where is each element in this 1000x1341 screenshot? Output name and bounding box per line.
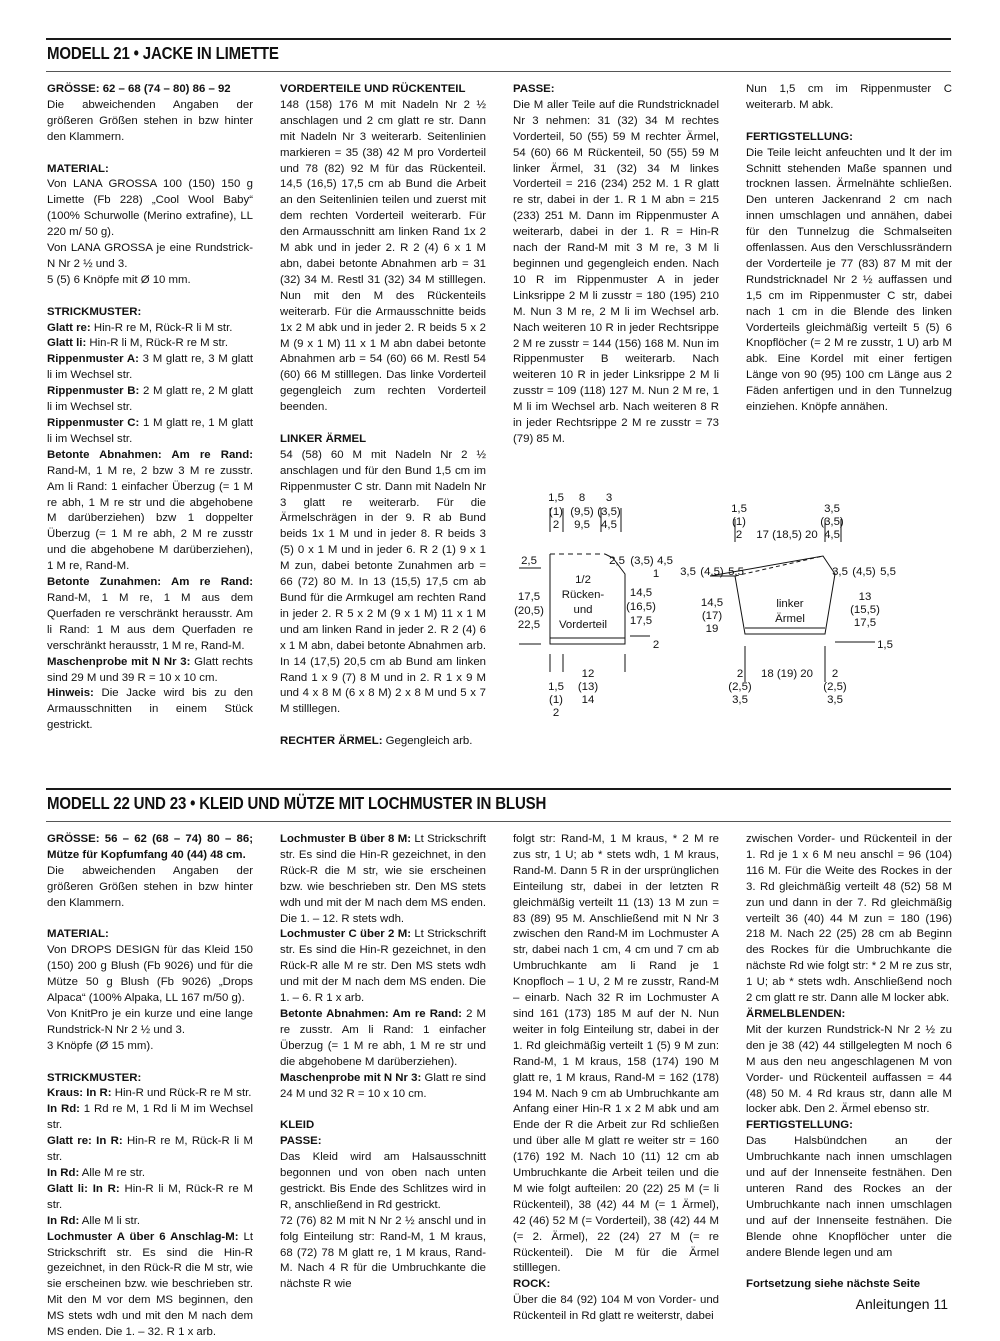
- s-cap-left-c: 5,5: [728, 566, 744, 578]
- s-bottom-right-a: 2: [831, 668, 839, 680]
- section2-top-rule: [46, 788, 951, 790]
- b-shoulder-d: 1: [652, 568, 660, 580]
- paragraph: [280, 1007, 486, 1071]
- s-left-c: 19: [705, 623, 719, 635]
- paragraph-text: 54 (58) 60 M mit Nadeln Nr 2 ½ anschlagen und für den Bund 1,5 cm im Rippenmuster C str. Dann mit Nadeln Nr 3 glatt re weiterarb. Für die Ärmelschrägen in der 9. R ab Bund beids 1x 1 M und in jeder 8. R beids 3 (5) 0 x 1 M und in jeder 6. R 2 (1) 9 x 1 M zun, dabei betonte Zunahmen arb = 66 (72) 80 M. In 13 (15,5) 17,5 cm ab Bund für die Armkugel am rechten Rand in jeder 2. R 5 x 2 M (9 x 1 M) 11 x 1 M und am linken Rand in jeder 2. R 2 (4) 6 x 1 M abn, dabei betonte Abnahmen arb. In 14 (17,5) 20,5 cm ab Bund am linken Rand 1 x 9 (7) 8 M und in 2. R 1 x 9 M und 4 x 8 M (6 x 8 M) 2 x 8 M und 5 x 7 M stilllegen.: [280, 448, 486, 716]
- s-right-a: 13: [858, 591, 872, 603]
- sleeve-label-2: Ärmel: [775, 613, 805, 625]
- b-top2-c: (3,5): [597, 506, 621, 518]
- section2-column-3: [513, 832, 719, 1325]
- b-bottom-mid-c: 14: [581, 694, 595, 706]
- bold-lead: Glatt li:: [47, 337, 87, 350]
- subheading: MATERIAL:: [47, 162, 109, 175]
- paragraph-text: Hin-R re M, Rück-R li M str.: [90, 321, 233, 334]
- paragraph-text: Das Halsbündchen an der Umbruchkante nach innen umschlagen und auf der Innenseite festnähen. Den unteren Rand des Rockes an der Umbruchkante nach innen umschlagen und auf der Innenseite festnähen. Die Blende ohne Knopflöcher unter die andere Blende legen und am: [746, 1135, 952, 1259]
- paragraph: [280, 734, 486, 750]
- paragraph-text: folgt str: Rand-M, 1 M kraus, * 2 M re zus str, 1 U; ab * stets wdh, 1 M kraus, Rand-M. Dann 5 R in der ursprünglichen Einteilung str, dabei in der letzten R gleichmäßig verteilt 11 (13) 13 M zun = 83 (89) 95 M. Anschließend mit N Nr 3 zwischen den Rand-M im Lochmuster A str, dabei nach 1 cm, 4 cm und 7 cm ab Umbruchkante am li Rand je 1 Knopfloch – 1 U, 2 M re zusstr, Rand-M – einarb. Nach 32 R im Lochmuster A sind 161 (173) 185 M auf der N. Nun weiter in folg Einteilung str, dabei in der 1. Rd gleichmäßig verteilt 1 (5) 9 M zun: Rand-M, 1 M kraus, 158 (174) 190 M glatt re, 1 M kraus, Rand-M = 162 (178) 194 M. Nach 9 cm ab Umbruchkante am Anfang einer Hin-R 1 x 2 M abk und am Ende der R die Arbeit zur Rd schließen und über alle M glatt re weiter str = 160 (176) 192 M. Nach 10 (11) 12 cm ab Umbruchkante die Arbeit teilen und die M wie folgt aufteilen: 20 (22) 25 M (= li Rückenteil), 38 (42) 44 M (= 1 Ärmel), 42 (46) 52 M (= Vorderteil), 38 (42) 44 M (= 2. Ärmel), 22 (24) 27 M (= re Rückenteil). Die M für die Ärmel stilllegen.: [513, 833, 719, 1275]
- paragraph: [47, 416, 253, 448]
- paragraph-text: Lt Strickschrift str. Es sind die Hin-R gezeichnet, in den Rück-R alle M re str. Den MS stets wdh und mit der M nach dem MS enden. Die 1. – 6. R 1 x arb.: [280, 928, 486, 1005]
- section2-column-1: [47, 832, 253, 1341]
- paragraph: [47, 336, 253, 352]
- bold-lead: In Rd:: [47, 1167, 80, 1179]
- paragraph: [746, 146, 952, 416]
- paragraph-text: Glatt re sind 24 M und 32 R = 10 x 10 cm.: [280, 1071, 486, 1100]
- b-top3-b: 9,5: [574, 519, 590, 531]
- b-bottom-mid-b: (13): [577, 681, 599, 693]
- body-label-4: Vorderteil: [558, 619, 608, 631]
- paragraph-text: zwischen Vorder- und Rückenteil in der 1. Rd je 1 x 6 M neu anschl = 96 (104) 116 M. Für die Weite des Rockes in der 3. Rd gleichmäßig verteilt 48 (52) 58 M zun und dann in der 7. Rd gleichmäßig verteilt 36 (40) 44 M zun = 180 (196) 218 M. Nach 22 (25) 28 cm ab Beginn des Rockes für die Umbruchkante die nächste Rd wie folgt str: * 2 M re zus str, 1 U; ab * stets wdh. Anschließend noch 2 cm glatt re str. Dann alle M locker abk.: [746, 833, 952, 1005]
- paragraph-text: Hin-R und Rück-R re M str.: [111, 1087, 252, 1100]
- subheading: ROCK:: [513, 1278, 551, 1291]
- b-top3-a: 2: [552, 519, 560, 531]
- bold-lead: Lochmuster A über 6 Anschlag-M:: [47, 1230, 239, 1243]
- b-top1-b: 8: [578, 492, 586, 504]
- sleeve-cap-dashed: [735, 556, 823, 576]
- paragraph-gap: [47, 912, 253, 928]
- paragraph-gap: [47, 1055, 253, 1071]
- bold-lead: Lochmuster C über 2 M:: [280, 928, 411, 941]
- s-cap-left-b: (4,5): [700, 566, 724, 578]
- paragraph-gap: [746, 1261, 952, 1277]
- paragraph-text: Die Teile leicht anfeuchten und lt der im Schnitt stehenden Maße spannen und trocknen lassen. Ärmelnähte schließen. Den unteren Jackenrand 2 cm nach innen umschlagen und annähen, dabei für den Tunnelzug die Schmalseiten offenlassen. Aus den Verschlussrändern der Vorderteile je 77 (83) 87 M mit der Rundstricknadel Nr 2 ½ auffassen und 1,5 cm im Rippenmuster C str, dabei nach 1 cm in die Blende des linken Vorderteils gleichmäßig verteilt 5 (5) 6 Knopflöcher (= 2 M re zusstr, 1 U) arb M abk. Eine Kordel mit einer fertigen Länge von 90 (95) 100 cm Länge aus 2 Fäden anfertigen und in den Tunnelzug einziehen. Knöpfe annähen.: [746, 146, 952, 414]
- paragraph: [47, 943, 253, 1007]
- paragraph-text: 3 Knöpfe (Ø 15 mm).: [47, 1039, 154, 1052]
- bold-lead: Rippenmuster C:: [47, 417, 140, 429]
- paragraph-text: Die abweichenden Angaben der größeren Größen stehen in bzw hinter den Klammern.: [47, 98, 253, 143]
- paragraph-gap: [280, 1102, 486, 1118]
- paragraph-text: Gegengleich arb.: [382, 735, 473, 748]
- paragraph-text: Alle M li str.: [79, 1214, 141, 1227]
- b-bottom-left-c: 2: [552, 707, 560, 719]
- paragraph: [47, 1214, 253, 1230]
- paragraph: [280, 927, 486, 1007]
- s-top2-a: (1): [732, 516, 746, 528]
- bold-lead: Rippenmuster B:: [47, 385, 140, 398]
- paragraph-text: Hin-R li M, Rück-R re M str.: [86, 337, 228, 350]
- s-top3-c: 4,5: [824, 529, 840, 541]
- paragraph: [513, 98, 719, 448]
- paragraph-text: Über die 84 (92) 104 M von Vorder- und Rückenteil in Rd glatt re weiterstr, dabei: [513, 1294, 719, 1323]
- paragraph-text: Die Jacke wird bis zu den Armausschnitten in einem Stück gestrickt.: [47, 687, 253, 732]
- paragraph-text: Mit der kurzen Rundstrick-N Nr 2 ½ zu den je 38 (42) 44 stillgelegten M noch 6 M aus den neu angeschlagenen M von Vorder- und Rückenteil auffassen = 44 (48) 50 M. 4 Rd kraus str, dann alle M locker abk. Den 2. Ärmel ebenso str.: [746, 1023, 952, 1116]
- section2-title-underline: [46, 821, 951, 822]
- s-top3-a: 2: [735, 529, 743, 541]
- b-bottom-left-a: 1,5: [548, 681, 564, 693]
- body-label-1: 1/2: [575, 574, 591, 586]
- section1-column-3: [513, 82, 719, 448]
- s-bottom-left-a: 2: [736, 668, 744, 680]
- paragraph: [746, 832, 952, 1007]
- paragraph-text: Rand-M, 1 M re, 2 bzw 3 M re zusstr. Am li Rand: 1 einfacher Überzug (= 1 M re abh, 1 M re str und die abgehobene M darüberziehen) bzw 1 doppelter Überzug (= 1 M re abh, 2 M re zusstr und die abgehobene M darüberziehen), 1 M re, Rand-M.: [47, 464, 253, 573]
- paragraph: [47, 686, 253, 734]
- paragraph: [47, 448, 253, 575]
- paragraph-text: 72 (76) 82 M mit N Nr 2 ½ anschl und in folg Einteilung str: Rand-M, 1 M kraus, 68 (72) 78 M glatt re, 1 M kraus, Rand-M. Nach 4 R für die Umbruchkante die nächste R wie: [280, 1214, 486, 1291]
- paragraph-text: Glatt rechts sind 29 M und 39 R = 10 x 10 cm.: [47, 655, 253, 684]
- subheading: FERTIGSTELLUNG:: [746, 130, 853, 143]
- subheading: ÄRMELBLENDEN:: [746, 1007, 846, 1020]
- paragraph: [513, 1293, 719, 1325]
- sleeve-label-1: linker: [776, 598, 804, 610]
- paragraph-text: Hin-R re M, Rück-R li M str.: [47, 1135, 253, 1164]
- paragraph-text: 3 M glatt re, 3 M glatt li im Wechsel str.: [47, 353, 253, 382]
- paragraph-text: Rand-M, 1 M re, 1 M aus dem Querfaden re verschränkt herausstr. Am li Rand: 1 M aus dem Querfaden re verschränkt herausstr, 1 M re, Rand-M.: [47, 591, 253, 652]
- paragraph: [513, 832, 719, 1277]
- paragraph: [47, 1134, 253, 1166]
- bold-lead: In Rd:: [47, 1214, 80, 1227]
- subheading: VORDERTEILE UND RÜCKENTEIL: [280, 83, 466, 95]
- bold-lead: Betonte Zunahmen: Am re Rand:: [47, 576, 253, 589]
- bold-lead: Lochmuster B über 8 M:: [280, 833, 411, 845]
- section2-title: MODELL 22 UND 23 • KLEID UND MÜTZE MIT LOCHMUSTER IN BLUSH: [47, 793, 547, 813]
- b-right-a: 14,5: [629, 587, 653, 599]
- b-left-b: (20,5): [514, 605, 544, 617]
- b-top2-b: (9,5): [570, 506, 594, 518]
- paragraph: [47, 241, 253, 273]
- s-bottom-right-b: (2,5): [823, 681, 847, 693]
- paragraph: [47, 321, 253, 337]
- subheading: Fortsetzung siehe nächste Seite: [746, 1278, 921, 1291]
- section2-column-2: [280, 832, 486, 1293]
- paragraph-gap: [47, 146, 253, 162]
- paragraph: [280, 832, 486, 927]
- paragraph: [47, 1039, 253, 1055]
- subheading: STRICKMUSTER:: [47, 305, 142, 318]
- b-left-c: 22,5: [517, 619, 541, 631]
- bold-lead: Kraus: In R:: [47, 1087, 112, 1100]
- b-bottom-left-b: (1): [549, 694, 563, 706]
- bold-lead: RECHTER ÄRMEL:: [280, 735, 383, 748]
- bold-lead: Betonte Abnahmen: Am re Rand:: [47, 448, 253, 461]
- paragraph: [47, 575, 253, 655]
- paragraph: [47, 177, 253, 241]
- s-top1-b: 3,5: [824, 503, 840, 515]
- pattern-schematic: [505, 486, 925, 721]
- s-cap-right-a: 3,5: [832, 566, 848, 578]
- paragraph-text: 1 M glatt re, 1 M glatt li im Wechsel str.: [47, 417, 254, 445]
- section1-title-underline: [46, 71, 951, 72]
- s-cap-right-c: 5,5: [880, 566, 896, 578]
- b-top1-c: 3: [605, 492, 613, 504]
- section1-column-4: [746, 82, 952, 416]
- paragraph-text: Von DROPS DESIGN für das Kleid 150 (150) 200 g Blush (Fb 9026) und für die Mütze 50 g Blush (Fb 9026) „Drops Alpaca“ (100% Alpaka, LL 167 m/50 g).: [47, 944, 253, 1005]
- paragraph: [47, 1102, 253, 1134]
- s-right-c: 17,5: [853, 617, 877, 629]
- bold-lead: Glatt re:: [47, 321, 91, 334]
- paragraph: [47, 352, 253, 384]
- b-right-c: 17,5: [629, 615, 653, 627]
- subheading: LINKER ÄRMEL: [280, 432, 367, 445]
- s-cuff: 1,5: [877, 639, 893, 651]
- bold-lead: Maschenprobe mit N Nr 3:: [280, 1071, 422, 1084]
- paragraph-text: Lt Strickschrift str. Es sind die Hin-R gezeichnet, in den Rück-R die M str, wie sie erscheinen bzw. wie beschrieben str. Mit den M vor dem MS beginnen, den MS stets wdh und mit den M nach dem MS enden. Die 1. – 32. R 1 x arb.: [47, 1230, 253, 1339]
- paragraph-text: Hin-R li M, Rück-R re M str.: [47, 1182, 253, 1211]
- b-right-b: (16,5): [626, 601, 656, 613]
- subheading: PASSE:: [280, 1135, 322, 1148]
- s-top3-b: 17 (18,5) 20: [756, 529, 818, 541]
- bold-lead: Maschenprobe mit N Nr 3:: [47, 655, 191, 668]
- s-bottom-left-c: 3,5: [732, 694, 748, 706]
- paragraph: [280, 1214, 486, 1294]
- subheading: FERTIGSTELLUNG:: [746, 1119, 853, 1132]
- bold-lead: Hinweis:: [47, 687, 94, 700]
- paragraph-text: Lt Strickschrift str. Es sind die Hin-R gezeichnet, in den Rück-R die M str, wie sie erscheinen bzw. wie beschrieben str. Den MS stets wdh und mit der M nach dem MS enden. Die 1. – 12. R stets wdh.: [280, 833, 486, 925]
- body-label-2: Rücken-: [561, 589, 605, 601]
- paragraph-gap: [280, 416, 486, 432]
- paragraph: [746, 1134, 952, 1261]
- subheading: GRÖSSE: 62 – 68 (74 – 80) 86 – 92: [47, 83, 231, 95]
- paragraph-text: Von LANA GROSSA je eine Rundstrick-N Nr 2 ½ und 3.: [47, 242, 253, 270]
- b-top2-a: (1): [549, 506, 563, 518]
- section2-column-4: [746, 832, 952, 1293]
- paragraph: [47, 1007, 253, 1039]
- b-bottom-mid-a: 12: [581, 668, 595, 680]
- paragraph: [47, 1230, 253, 1341]
- paragraph: [47, 1166, 253, 1182]
- bold-lead: Betonte Abnahmen: Am re Rand:: [280, 1007, 462, 1020]
- paragraph-text: Alle M re str.: [79, 1167, 146, 1179]
- paragraph: [47, 1086, 253, 1102]
- bold-lead: Rippenmuster A:: [47, 353, 139, 366]
- subheading: MATERIAL:: [47, 928, 109, 941]
- section1-column-2: [280, 82, 486, 750]
- paragraph: [47, 98, 253, 146]
- s-cap-right-b: (4,5): [852, 566, 876, 578]
- s-right-b: (15,5): [850, 604, 880, 616]
- paragraph: [47, 864, 253, 912]
- s-left-a: 14,5: [700, 597, 724, 609]
- s-bottom-right-c: 3,5: [827, 694, 843, 706]
- paragraph: [280, 98, 486, 416]
- subheading: KLEID: [280, 1119, 315, 1132]
- b-shoulder-c: 4,5: [657, 555, 673, 567]
- subheading: GRÖSSE: 56 – 62 (68 – 74) 80 – 86; Mütze für Kopfumfang 40 (44) 48 cm.: [47, 833, 253, 861]
- paragraph: [280, 448, 486, 718]
- paragraph: [746, 1023, 952, 1118]
- bold-lead: Glatt re: In R:: [47, 1135, 123, 1148]
- paragraph: [47, 1182, 253, 1214]
- paragraph-text: Nun 1,5 cm im Rippenmuster C weiterarb. M abk.: [746, 83, 952, 111]
- b-top3-c: 4,5: [601, 519, 617, 531]
- b-top1-a: 1,5: [548, 492, 564, 504]
- s-top1-a: 1,5: [731, 503, 747, 515]
- body-label-3: und: [573, 604, 593, 616]
- b-shoulder-a: 2,5: [609, 555, 625, 567]
- paragraph-gap: [47, 289, 253, 305]
- page-footer: Anleitungen 11: [855, 1296, 948, 1312]
- s-cap-left-a: 3,5: [680, 566, 696, 578]
- section1-column-1: [47, 82, 253, 734]
- s-bottom-mid: 18 (19) 20: [761, 668, 813, 680]
- paragraph: [280, 1150, 486, 1214]
- b-shoulder-left: 2,5: [521, 555, 537, 567]
- paragraph: [746, 82, 952, 114]
- bold-lead: In Rd:: [47, 1103, 80, 1116]
- b-left-a: 17,5: [517, 591, 541, 603]
- paragraph-text: 148 (158) 176 M mit Nadeln Nr 2 ½ anschlagen und 2 cm glatt re str. Dann mit Nadeln Nr 3 weiterarb. Seitenlinien markieren = 35 (38) 42 M pro Vorderteil und 78 (82) 92 M für das Rückenteil. 14,5 (16,5) 17,5 cm ab Bund die Arbeit an den Seitenlinien teilen und zuerst mit dem rechten Vorderteil weiterarb. Für den Armausschnitt am linken Rand 1x 2 M abk und in jeder 2. R 2 (4) 6 x 1 M abn, dabei betonte Abnahmen arb = 31 (32) 34 M. Restl 31 (32) 34 M stilllegen. Nun mit den M des Rückenteils weiterarb. Für die Armausschnitte beids 1x 2 M abk und in jeder 2. R beids 5 x 2 M (9 x 1 M) 11 x 1 M abn dabei betonte Abnahmen arb = 54 (60) 66 M. Restl 54 (60) 66 M stilllegen. Das linke Vorderteil gegengleich zum rechten Vorderteil beenden.: [280, 98, 486, 414]
- paragraph-gap: [280, 718, 486, 734]
- paragraph-text: 1 Rd re M, 1 Rd li M im Wechsel str.: [47, 1103, 254, 1132]
- paragraph-text: Die M aller Teile auf die Rundstricknadel Nr 3 nehmen: 31 (32) 34 M rechtes Vorderteil, 50 (55) 59 M rechter Ärmel, 54 (60) 66 M Rückenteil, 50 (55) 59 M linker Ärmel, 31 (32) 34 M linkes Vorderteil = 216 (234) 252 M. 1 R glatt re str, dabei in der 1. R 1 M abn = 215 (233) 251 M. Dann im Rippenmuster A weiterarb, dabei in der 1. R = Hin-R nach der Rand-M mit 3 M re, 3 M li beginnen und gegengleich enden. Nach 10 R im Rippenmuster A in jeder Linksrippe 2 M li zusstr = 180 (195) 210 M. Nun 3 M re, 2 M li im Wechsel arb. Nach weiteren 10 R in jeder Rechtsrippe 2 M re zusstr = 144 (156) 168 M. Nun im Rippenmuster B weiterarb. Nach weiteren 10 R in jeder Linksrippe 2 M li zusstr = 109 (118) 127 M. Nun 2 M re, 1 M li im Wechsel arb. Nach weiteren 8 R in jeder Rechtsrippe 2 M re zusstr = 73 (79) 85 M.: [513, 98, 719, 445]
- s-left-b: (17): [701, 610, 723, 622]
- paragraph-text: Die abweichenden Angaben der größeren Größen stehen in bzw hinter den Klammern.: [47, 864, 253, 909]
- subheading: STRICKMUSTER:: [47, 1071, 142, 1084]
- b-bottom-2: 2: [652, 639, 660, 651]
- paragraph-gap: [746, 114, 952, 130]
- paragraph-text: Von KnitPro je ein kurze und eine lange Rundstrick-N Nr 2 ½ und 3.: [47, 1007, 253, 1036]
- paragraph-text: Das Kleid wird am Halsausschnitt begonnen und von oben nach unten gestrickt. Bis Ende des Schlitzes wird in R, anschließend in Rd gestrickt.: [280, 1151, 486, 1211]
- paragraph: [47, 655, 253, 687]
- s-bottom-left-b: (2,5): [728, 681, 752, 693]
- paragraph-text: 2 M glatt re, 2 M glatt li im Wechsel str.: [47, 385, 254, 414]
- section1-title: MODELL 21 • JACKE IN LIMETTE: [47, 43, 279, 63]
- paragraph: [47, 273, 253, 289]
- s-top2-b: (3,5): [820, 516, 844, 528]
- paragraph: [280, 1071, 486, 1103]
- paragraph: [47, 384, 253, 416]
- paragraph-text: 5 (5) 6 Knöpfe mit Ø 10 mm.: [47, 273, 191, 286]
- bold-lead: Glatt li: In R:: [47, 1182, 120, 1195]
- subheading: PASSE:: [513, 83, 555, 95]
- paragraph-text: Von LANA GROSSA 100 (150) 150 g Limette (Fb 228) „Cool Wool Baby“ (100% Schurwolle (Merino extrafine), LL 220 m/ 50 g).: [47, 178, 253, 239]
- b-shoulder-b: (3,5): [630, 555, 654, 567]
- paragraph-text: 2 M re zusstr. Am li Rand: 1 einfacher Überzug (= 1 M re abh, 1 M re str und die abgehobene M darüberziehen).: [280, 1007, 486, 1068]
- section1-top-rule: [46, 38, 951, 40]
